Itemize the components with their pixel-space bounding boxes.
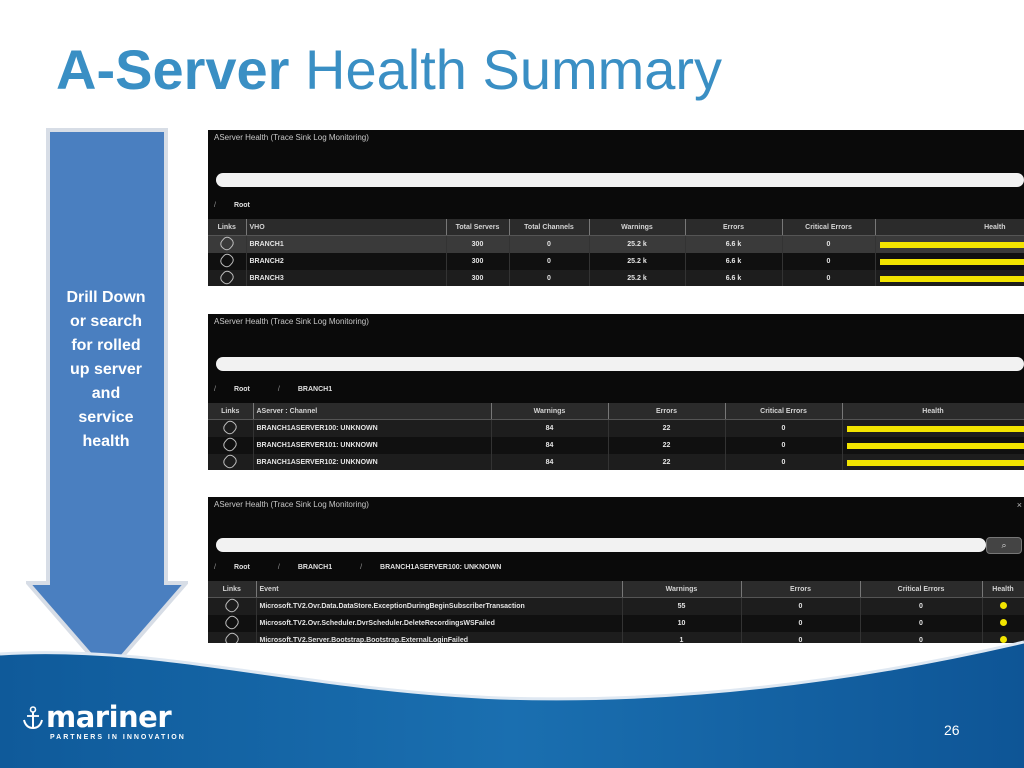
panel-title: AServer Health (Trace Sink Log Monitoring): [214, 133, 369, 142]
paperclip-icon[interactable]: [221, 420, 239, 437]
table-row[interactable]: [208, 437, 1024, 454]
vho-name[interactable]: BRANCH2: [246, 253, 446, 270]
drill-down-callout: Drill Down or search for rolled up server and service health: [66, 289, 146, 450]
table-header: [208, 403, 1024, 420]
anchor-icon: [22, 706, 44, 730]
health-cell: [982, 615, 1024, 632]
total-servers: 300: [446, 270, 509, 286]
breadcrumb-separator: /: [277, 564, 280, 571]
health-bar: [847, 460, 1024, 466]
paperclip-icon[interactable]: [221, 437, 239, 453]
column-header[interactable]: Errors: [685, 219, 782, 236]
search-icon: ⌕: [1001, 540, 1007, 550]
health-panel-aserver: [208, 314, 1024, 470]
health-cell: [842, 454, 1024, 470]
health-bar: [880, 259, 1024, 265]
slide-title-rest: Health Summary: [305, 38, 723, 101]
errors: 6.6 k: [685, 253, 782, 270]
breadcrumb: [214, 386, 360, 393]
link-cell[interactable]: [208, 437, 253, 454]
column-header[interactable]: Links: [208, 581, 256, 598]
column-header[interactable]: Warnings: [491, 403, 608, 420]
column-header[interactable]: Total Servers: [446, 219, 509, 236]
warnings: 25.2 k: [589, 236, 685, 254]
slide-title-bold: A-Server: [56, 38, 290, 101]
warnings: 25.2 k: [589, 270, 685, 286]
warnings: 84: [491, 437, 608, 454]
link-cell[interactable]: [208, 598, 256, 616]
aserver-name[interactable]: BRANCH1ASERVER101: UNKNOWN: [253, 437, 491, 454]
health-bar: [880, 242, 1024, 248]
health-bar: [880, 276, 1024, 282]
paperclip-icon[interactable]: [218, 253, 236, 269]
panel-title: AServer Health (Trace Sink Log Monitoring): [214, 500, 369, 509]
warnings: 84: [491, 420, 608, 438]
link-cell[interactable]: [208, 615, 256, 632]
total-channels: 0: [509, 253, 589, 270]
search-input[interactable]: [216, 173, 1024, 187]
aserver-table: [208, 403, 1024, 470]
table-row[interactable]: [208, 420, 1024, 438]
paperclip-icon[interactable]: [218, 270, 236, 286]
aserver-name[interactable]: BRANCH1ASERVER102: UNKNOWN: [253, 454, 491, 470]
critical-errors: 0: [782, 253, 875, 270]
health-cell: [842, 420, 1024, 438]
paperclip-icon[interactable]: [221, 454, 239, 470]
breadcrumb: [214, 564, 529, 571]
column-header[interactable]: Errors: [608, 403, 725, 420]
table-row[interactable]: [208, 270, 1024, 286]
column-header[interactable]: Total Channels: [509, 219, 589, 236]
column-header[interactable]: Links: [208, 403, 253, 420]
column-header[interactable]: Critical Errors: [782, 219, 875, 236]
critical-errors: 0: [860, 632, 982, 643]
warnings: 84: [491, 454, 608, 470]
warnings: 10: [622, 615, 741, 632]
errors: 6.6 k: [685, 270, 782, 286]
breadcrumb-separator: /: [214, 202, 216, 209]
column-header[interactable]: Warnings: [589, 219, 685, 236]
column-header[interactable]: VHO: [246, 219, 446, 236]
event-name[interactable]: Microsoft.TV2.Ovr.Data.DataStore.ExceptionDuringBeginSubscriberTransaction: [256, 598, 622, 616]
health-cell: [875, 270, 1024, 286]
health-status-dot: [1000, 602, 1007, 609]
critical-errors: 0: [782, 270, 875, 286]
breadcrumb-server[interactable]: BRANCH1ASERVER100: UNKNOWN: [380, 564, 502, 571]
health-panel-vho: [208, 130, 1024, 286]
warnings: 55: [622, 598, 741, 616]
critical-errors: 0: [782, 236, 875, 254]
column-header[interactable]: Links: [208, 219, 246, 236]
search-input[interactable]: [216, 538, 986, 552]
aserver-name[interactable]: BRANCH1ASERVER100: UNKNOWN: [253, 420, 491, 438]
event-name[interactable]: Microsoft.TV2.Ovr.Scheduler.DvrScheduler.DeleteRecordingsWSFailed: [256, 615, 622, 632]
breadcrumb-root[interactable]: Root: [233, 386, 250, 393]
errors: 6.6 k: [685, 236, 782, 254]
table-row[interactable]: [208, 253, 1024, 270]
search-input[interactable]: [216, 357, 1024, 371]
column-header[interactable]: Event: [256, 581, 622, 598]
link-cell[interactable]: [208, 270, 246, 286]
page-number: 26: [944, 722, 960, 738]
health-cell: [982, 598, 1024, 616]
paperclip-icon[interactable]: [223, 598, 241, 615]
table-row[interactable]: [208, 615, 1024, 632]
logo-wordmark: mariner: [46, 700, 172, 734]
breadcrumb-separator: /: [360, 564, 363, 571]
paperclip-icon[interactable]: [218, 236, 236, 253]
breadcrumb-branch[interactable]: BRANCH1: [297, 386, 333, 393]
logo-tagline: PARTNERS IN INNOVATION: [50, 734, 186, 741]
health-bar: [847, 443, 1024, 449]
link-cell[interactable]: [208, 420, 253, 438]
errors: 22: [608, 454, 725, 470]
breadcrumb-root[interactable]: Root: [233, 564, 250, 571]
link-cell[interactable]: [208, 454, 253, 470]
table-row[interactable]: [208, 236, 1024, 254]
breadcrumb-separator: /: [277, 386, 280, 393]
critical-errors: 0: [725, 437, 842, 454]
breadcrumb-separator: /: [214, 386, 216, 393]
column-header[interactable]: Health: [982, 581, 1024, 598]
critical-errors: 0: [725, 454, 842, 470]
table-header: [208, 219, 1024, 236]
table-row[interactable]: [208, 454, 1024, 470]
errors: 0: [741, 632, 860, 643]
errors: 22: [608, 437, 725, 454]
event-table: [208, 581, 1024, 643]
column-header[interactable]: Health: [842, 403, 1024, 420]
search-button[interactable]: [986, 537, 1022, 554]
column-header[interactable]: Health: [875, 219, 1024, 236]
column-header[interactable]: AServer : Channel: [253, 403, 491, 420]
link-cell[interactable]: [208, 236, 246, 254]
warnings: 25.2 k: [589, 253, 685, 270]
health-cell: [875, 253, 1024, 270]
vho-name[interactable]: BRANCH3: [246, 270, 446, 286]
column-header[interactable]: Critical Errors: [725, 403, 842, 420]
total-servers: 300: [446, 253, 509, 270]
critical-errors: 0: [860, 615, 982, 632]
errors: 0: [741, 598, 860, 616]
slide-title: [56, 38, 722, 102]
breadcrumb-separator: /: [214, 564, 216, 571]
errors: 0: [741, 615, 860, 632]
column-header[interactable]: Critical Errors: [860, 581, 982, 598]
breadcrumb: [214, 202, 278, 209]
health-cell: [875, 236, 1024, 254]
errors: 22: [608, 420, 725, 438]
column-header[interactable]: Warnings: [622, 581, 741, 598]
total-servers: 300: [446, 236, 509, 254]
close-icon[interactable]: ×: [1016, 500, 1022, 510]
health-cell: [842, 437, 1024, 454]
column-header[interactable]: Errors: [741, 581, 860, 598]
critical-errors: 0: [860, 598, 982, 616]
vho-table: [208, 219, 1024, 286]
critical-errors: 0: [725, 420, 842, 438]
event-name[interactable]: Microsoft.TV2.Server.Bootstrap.Bootstrap.ExternalLoginFailed: [256, 632, 622, 643]
table-header: [208, 581, 1024, 598]
warnings: 1: [622, 632, 741, 643]
breadcrumb-root[interactable]: Root: [233, 202, 250, 209]
total-channels: 0: [509, 236, 589, 254]
health-status-dot: [1000, 619, 1007, 626]
health-panel-events: [208, 497, 1024, 643]
total-channels: 0: [509, 270, 589, 286]
table-row[interactable]: [208, 598, 1024, 616]
health-bar: [847, 426, 1024, 432]
vho-name[interactable]: BRANCH1: [246, 236, 446, 254]
link-cell[interactable]: [208, 253, 246, 270]
breadcrumb-branch[interactable]: BRANCH1: [297, 564, 333, 571]
panel-title: AServer Health (Trace Sink Log Monitoring): [214, 317, 369, 326]
paperclip-icon[interactable]: [223, 615, 241, 631]
